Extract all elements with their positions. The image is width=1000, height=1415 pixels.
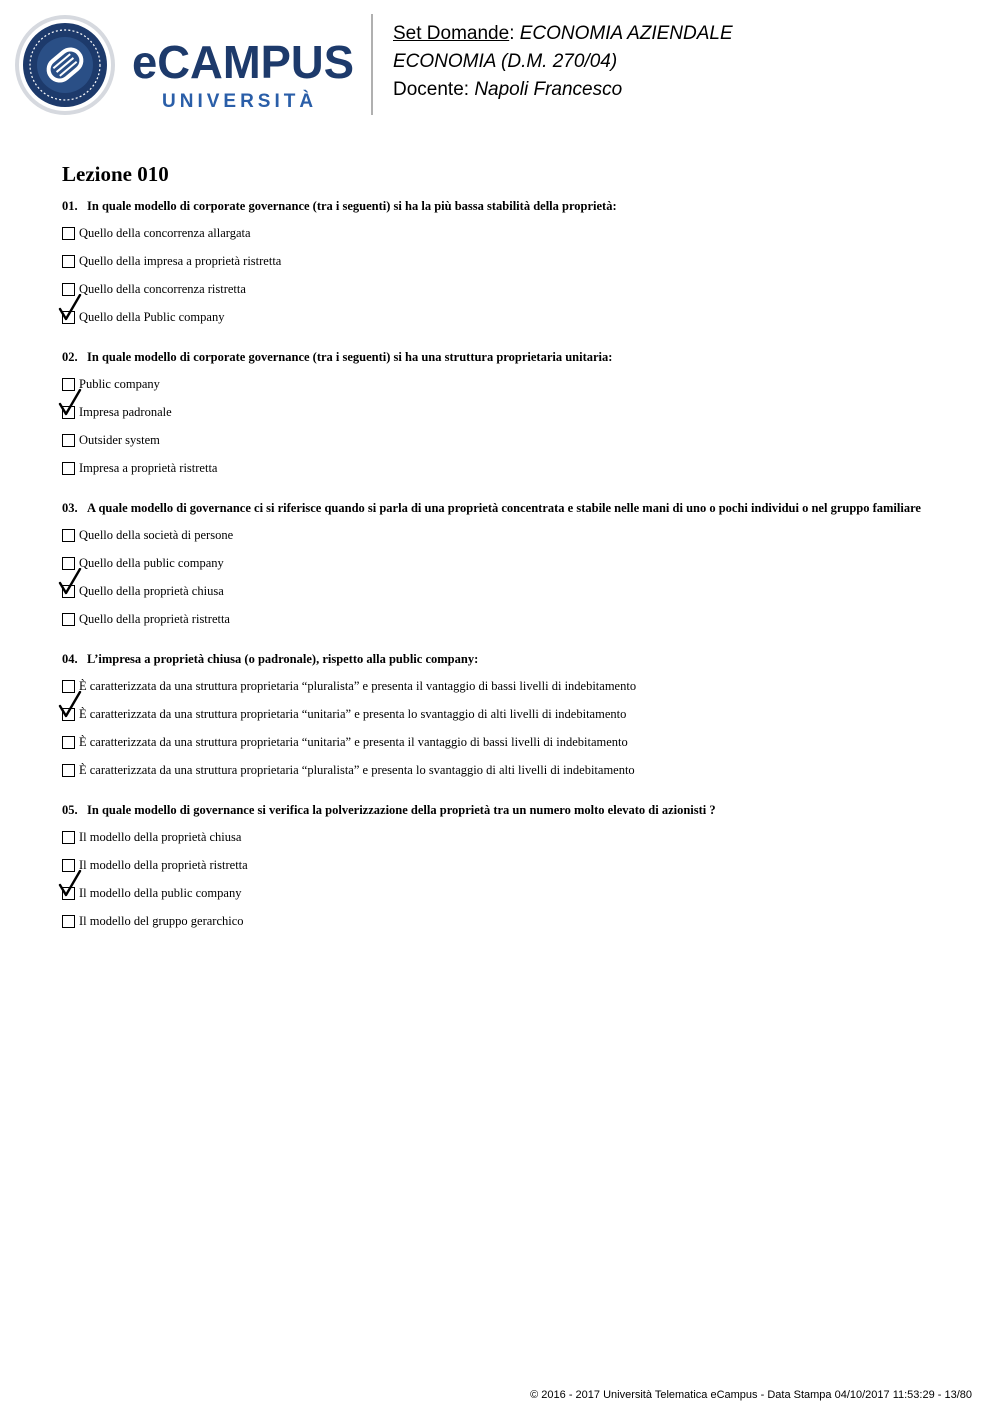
answer-option[interactable] [62,398,962,426]
answer-option[interactable] [62,370,962,398]
question-number: 05. [62,803,78,817]
answer-label: Il modello del gruppo gerarchico [79,913,244,928]
answer-label: Quello della concorrenza ristretta [79,281,246,296]
answer-option[interactable] [62,823,962,851]
answer-option[interactable] [62,728,962,756]
answer-checkbox[interactable] [62,887,75,900]
question-text [62,499,962,521]
page-header [0,0,1000,130]
answer-checkbox[interactable] [62,462,75,475]
answer-option[interactable] [62,549,962,577]
question-number: 04. [62,652,78,666]
answer-checkbox[interactable] [62,708,75,721]
answer-label: Quello della impresa a proprietà ristretta [79,253,282,268]
ecampus-wordmark-logo [132,40,357,112]
answer-option[interactable] [62,907,962,935]
answer-option[interactable] [62,851,962,879]
answer-option[interactable] [62,426,962,454]
answer-checkbox[interactable] [62,915,75,928]
lesson-title: Lezione 010 [62,162,169,186]
answer-checkbox[interactable] [62,529,75,542]
question-text [62,348,962,370]
answer-label: Impresa padronale [79,404,172,419]
question-label: A quale modello di governance ci si riferisce quando si parla di una proprietà concentrata e stabile nelle mani di uno o pochi individui o nel gruppo familiare [87,501,921,515]
question-block [62,650,962,784]
answer-label: È caratterizzata da una struttura proprietaria “unitaria” e presenta lo svantaggio di alti livelli di indebitamento [79,706,627,721]
answer-checkbox[interactable] [62,434,75,447]
answer-option[interactable] [62,672,962,700]
answer-checkbox[interactable] [62,680,75,693]
question-number: 01. [62,199,78,213]
answer-option[interactable] [62,303,962,331]
answer-option[interactable] [62,521,962,549]
answer-option[interactable] [62,247,962,275]
answer-label: Quello della Public company [79,309,225,324]
course-info: Set Domande: ECONOMIA AZIENDALE ECONOMIA (D.M. 270/04) Docente: Napoli Francesco [393,23,733,100]
header-divider [371,14,373,115]
answer-checkbox[interactable] [62,406,75,419]
answer-option[interactable] [62,275,962,303]
question-block [62,499,962,633]
answer-option[interactable] [62,605,962,633]
page-footer: © 2016 - 2017 Università Telematica eCampus - Data Stampa 04/10/2017 11:53:29 - 13/80 [530,1389,972,1401]
question-block [62,801,962,935]
answer-checkbox[interactable] [62,859,75,872]
answer-label: Quello della società di persone [79,527,234,542]
answer-checkbox[interactable] [62,736,75,749]
question-number: 03. [62,501,78,515]
set-value: ECONOMIA AZIENDALE [519,23,733,44]
answer-checkbox[interactable] [62,557,75,570]
set-label: Set Domande [393,23,510,44]
answer-label: Il modello della proprietà chiusa [79,829,242,844]
answer-label: Quello della proprietà chiusa [79,583,224,598]
question-block [62,197,962,331]
answer-option[interactable] [62,577,962,605]
answer-checkbox[interactable] [62,283,75,296]
answer-label: Il modello della public company [79,885,242,900]
question-label: In quale modello di corporate governance (tra i seguenti) si ha la più bassa stabilità della proprietà: [87,199,617,213]
answer-label: È caratterizzata da una struttura proprietaria “unitaria” e presenta il vantaggio di bassi livelli di indebitamento [79,734,628,749]
question-label: In quale modello di governance si verifica la polverizzazione della proprietà tra un numero molto elevato di azionisti ? [87,803,716,817]
answer-label: Quello della concorrenza allargata [79,225,251,240]
answer-option[interactable] [62,879,962,907]
question-number: 02. [62,350,78,364]
answer-checkbox[interactable] [62,255,75,268]
answer-label: Public company [79,376,160,391]
answer-checkbox[interactable] [62,585,75,598]
answer-checkbox[interactable] [62,378,75,391]
svg-text:UNIVERSITÀ: UNIVERSITÀ [162,91,318,112]
answer-label: È caratterizzata da una struttura proprietaria “pluralista” e presenta lo svantaggio di alti livelli di indebitamento [79,762,635,777]
answer-checkbox[interactable] [62,831,75,844]
answer-label: Impresa a proprietà ristretta [79,460,218,475]
answer-checkbox[interactable] [62,227,75,240]
answer-label: Outsider system [79,432,160,447]
answer-checkbox[interactable] [62,311,75,324]
svg-text:eCAMPUS: eCAMPUS [132,40,354,88]
answer-label: Il modello della proprietà ristretta [79,857,248,872]
answer-checkbox[interactable] [62,613,75,626]
question-block [62,348,962,482]
question-text [62,801,962,823]
ecampus-seal-logo [14,14,116,116]
question-label: L’impresa a proprietà chiusa (o padronale), rispetto alla public company: [87,652,479,666]
answer-option[interactable] [62,700,962,728]
teacher-name: Napoli Francesco [474,79,623,100]
answer-option[interactable] [62,219,962,247]
question-text [62,650,962,672]
answer-checkbox[interactable] [62,764,75,777]
answer-label: È caratterizzata da una struttura proprietaria “pluralista” e presenta il vantaggio di bassi livelli di indebitamento [79,678,637,693]
answer-label: Quello della proprietà ristretta [79,611,230,626]
course-name: ECONOMIA (D.M. 270/04) [393,51,618,72]
answer-option[interactable] [62,454,962,482]
question-label: In quale modello di corporate governance (tra i seguenti) si ha una struttura proprietaria unitaria: [87,350,613,364]
answer-option[interactable] [62,756,962,784]
answer-label: Quello della public company [79,555,224,570]
teacher-label: Docente: [393,79,475,100]
question-text [62,197,962,219]
